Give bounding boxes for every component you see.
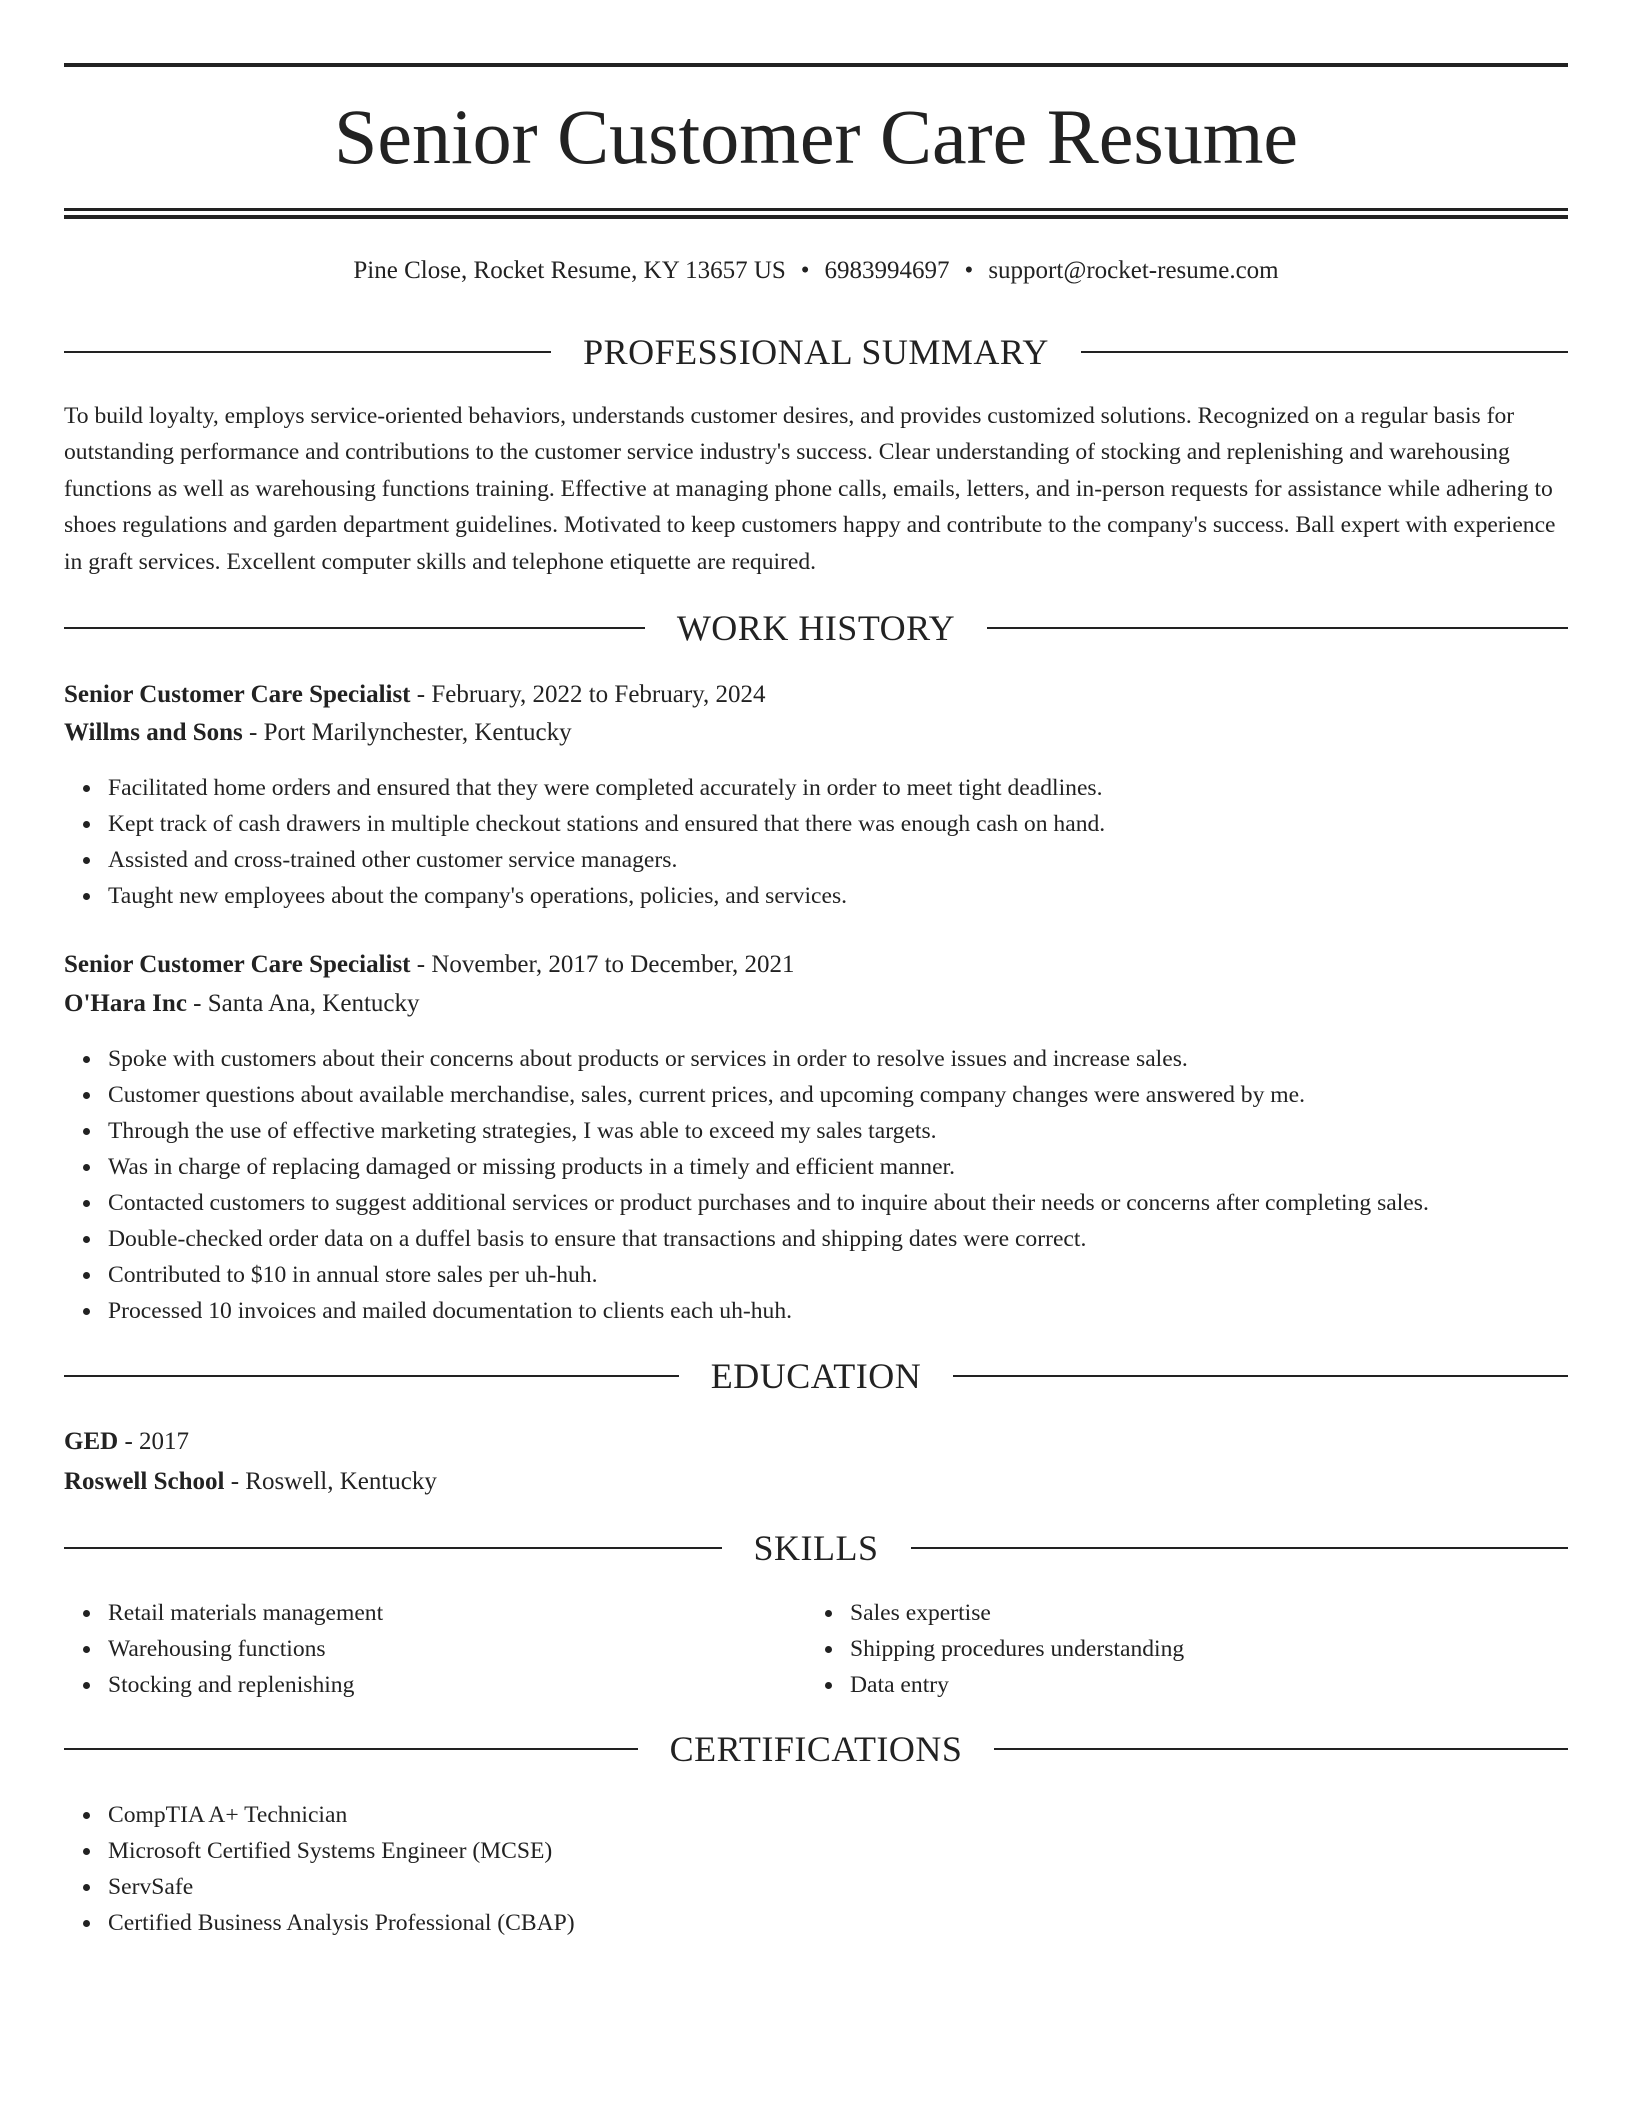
section-heading-education xyxy=(64,1354,1568,1398)
list-item: Microsoft Certified Systems Engineer (MCSE) xyxy=(108,1833,1612,1869)
list-item: Warehousing functions xyxy=(108,1631,1612,1667)
list-item: Through the use of effective marketing strategies, I was able to exceed my sales targets. xyxy=(108,1113,1612,1149)
section-rule-right xyxy=(994,1748,1568,1750)
list-item: Shipping procedures understanding xyxy=(850,1631,1632,1667)
job-bullet-list xyxy=(64,1041,1612,1329)
list-item: Contacted customers to suggest additional services or product purchases and to inquire about their needs or concerns after completing sales. xyxy=(108,1185,1612,1221)
contact-separator: • xyxy=(800,257,810,284)
list-item: Certified Business Analysis Professional (CBAP) xyxy=(108,1905,1612,1941)
education-degree: GED xyxy=(64,1428,119,1455)
header-top-rule xyxy=(64,63,1568,67)
education-location: - Roswell, Kentucky xyxy=(224,1468,437,1495)
skills-list-right xyxy=(806,1595,1632,1703)
section-rule-left xyxy=(64,1748,638,1750)
list-item: Sales expertise xyxy=(850,1595,1632,1631)
job-title-line xyxy=(64,947,1568,983)
page-title: Senior Customer Care Resume xyxy=(334,93,1298,180)
list-item: Facilitated home orders and ensured that they were completed accurately in order to meet tight deadlines. xyxy=(108,770,1612,806)
job-location: - Port Marilynchester, Kentucky xyxy=(242,719,572,746)
section-rule-right xyxy=(1081,351,1568,353)
section-rule-right xyxy=(911,1547,1569,1549)
education-school: Roswell School xyxy=(64,1468,225,1495)
job-company: Willms and Sons xyxy=(64,719,243,746)
education-year: - 2017 xyxy=(118,1428,190,1455)
job-company: O'Hara Inc xyxy=(64,990,187,1017)
section-title: WORK HISTORY xyxy=(676,608,956,648)
list-item: Processed 10 invoices and mailed documentation to clients each uh-huh. xyxy=(108,1293,1612,1329)
job-company-line xyxy=(64,715,1568,751)
education-degree-line xyxy=(64,1424,1568,1460)
contact-email: support@rocket-resume.com xyxy=(988,257,1279,284)
section-heading-skills xyxy=(64,1526,1568,1570)
contact-separator: • xyxy=(964,257,974,284)
header-rule-upper xyxy=(64,208,1568,211)
job-dates: - February, 2022 to February, 2024 xyxy=(410,681,766,708)
job-title-line xyxy=(64,677,1568,713)
contact-line xyxy=(64,254,1568,288)
certifications-list xyxy=(64,1797,1612,1941)
list-item: Data entry xyxy=(850,1667,1632,1703)
list-item: Contributed to $10 in annual store sales per uh-huh. xyxy=(108,1257,1612,1293)
job-dates: - November, 2017 to December, 2021 xyxy=(410,951,795,978)
list-item: Spoke with customers about their concerns about products or services in order to resolve issues and increase sales. xyxy=(108,1041,1612,1077)
list-item: ServSafe xyxy=(108,1869,1612,1905)
section-title: EDUCATION xyxy=(710,1356,922,1396)
section-title: SKILLS xyxy=(753,1528,879,1568)
list-item: Customer questions about available merchandise, sales, current prices, and upcoming company changes were answered by me. xyxy=(108,1077,1612,1113)
summary-text: To build loyalty, employs service-oriented behaviors, understands customer desires, and provides customized solutions. Recognized on a regular basis for outstanding performance and contributions to the customer service industry's success. Clear understanding of stocking and replenishing and warehousing functions as well as warehousing functions training. Effective at managing phone calls, emails, letters, and in-person requests for assistance while adhering to shoes regulations and garden department guidelines. Motivated to keep customers happy and contribute to the company's success. Ball expert with experience in graft services. Excellent computer skills and telephone etiquette are required. xyxy=(64,403,1556,575)
section-heading-certifications xyxy=(64,1727,1568,1771)
list-item: Stocking and replenishing xyxy=(108,1667,1612,1703)
section-title: PROFESSIONAL SUMMARY xyxy=(583,332,1049,372)
section-rule-right xyxy=(953,1375,1568,1377)
job-location: - Santa Ana, Kentucky xyxy=(186,990,420,1017)
contact-address: Pine Close, Rocket Resume, KY 13657 US xyxy=(353,257,786,284)
job-bullet-list xyxy=(64,770,1612,914)
list-item: Taught new employees about the company's operations, policies, and services. xyxy=(108,878,1612,914)
contact-phone: 6983994697 xyxy=(824,257,950,284)
list-item: Kept track of cash drawers in multiple checkout stations and ensured that there was enough cash on hand. xyxy=(108,806,1612,842)
section-rule-right xyxy=(987,627,1568,629)
section-rule-left xyxy=(64,351,551,353)
header-rule-lower xyxy=(64,215,1568,219)
list-item: Was in charge of replacing damaged or missing products in a timely and efficient manner. xyxy=(108,1149,1612,1185)
list-item: Retail materials management xyxy=(108,1595,1612,1631)
section-rule-left xyxy=(64,1375,679,1377)
section-heading-work-history xyxy=(64,606,1568,650)
job-title: Senior Customer Care Specialist xyxy=(64,681,411,708)
section-title: CERTIFICATIONS xyxy=(669,1729,963,1769)
job-title: Senior Customer Care Specialist xyxy=(64,951,411,978)
job-company-line xyxy=(64,986,1568,1022)
list-item: Double-checked order data on a duffel basis to ensure that transactions and shipping dates were correct. xyxy=(108,1221,1612,1257)
section-rule-left xyxy=(64,1547,722,1549)
section-rule-left xyxy=(64,627,645,629)
list-item: CompTIA A+ Technician xyxy=(108,1797,1612,1833)
section-heading-summary xyxy=(64,330,1568,374)
list-item: Assisted and cross-trained other customer service managers. xyxy=(108,842,1612,878)
education-school-line xyxy=(64,1464,1568,1500)
